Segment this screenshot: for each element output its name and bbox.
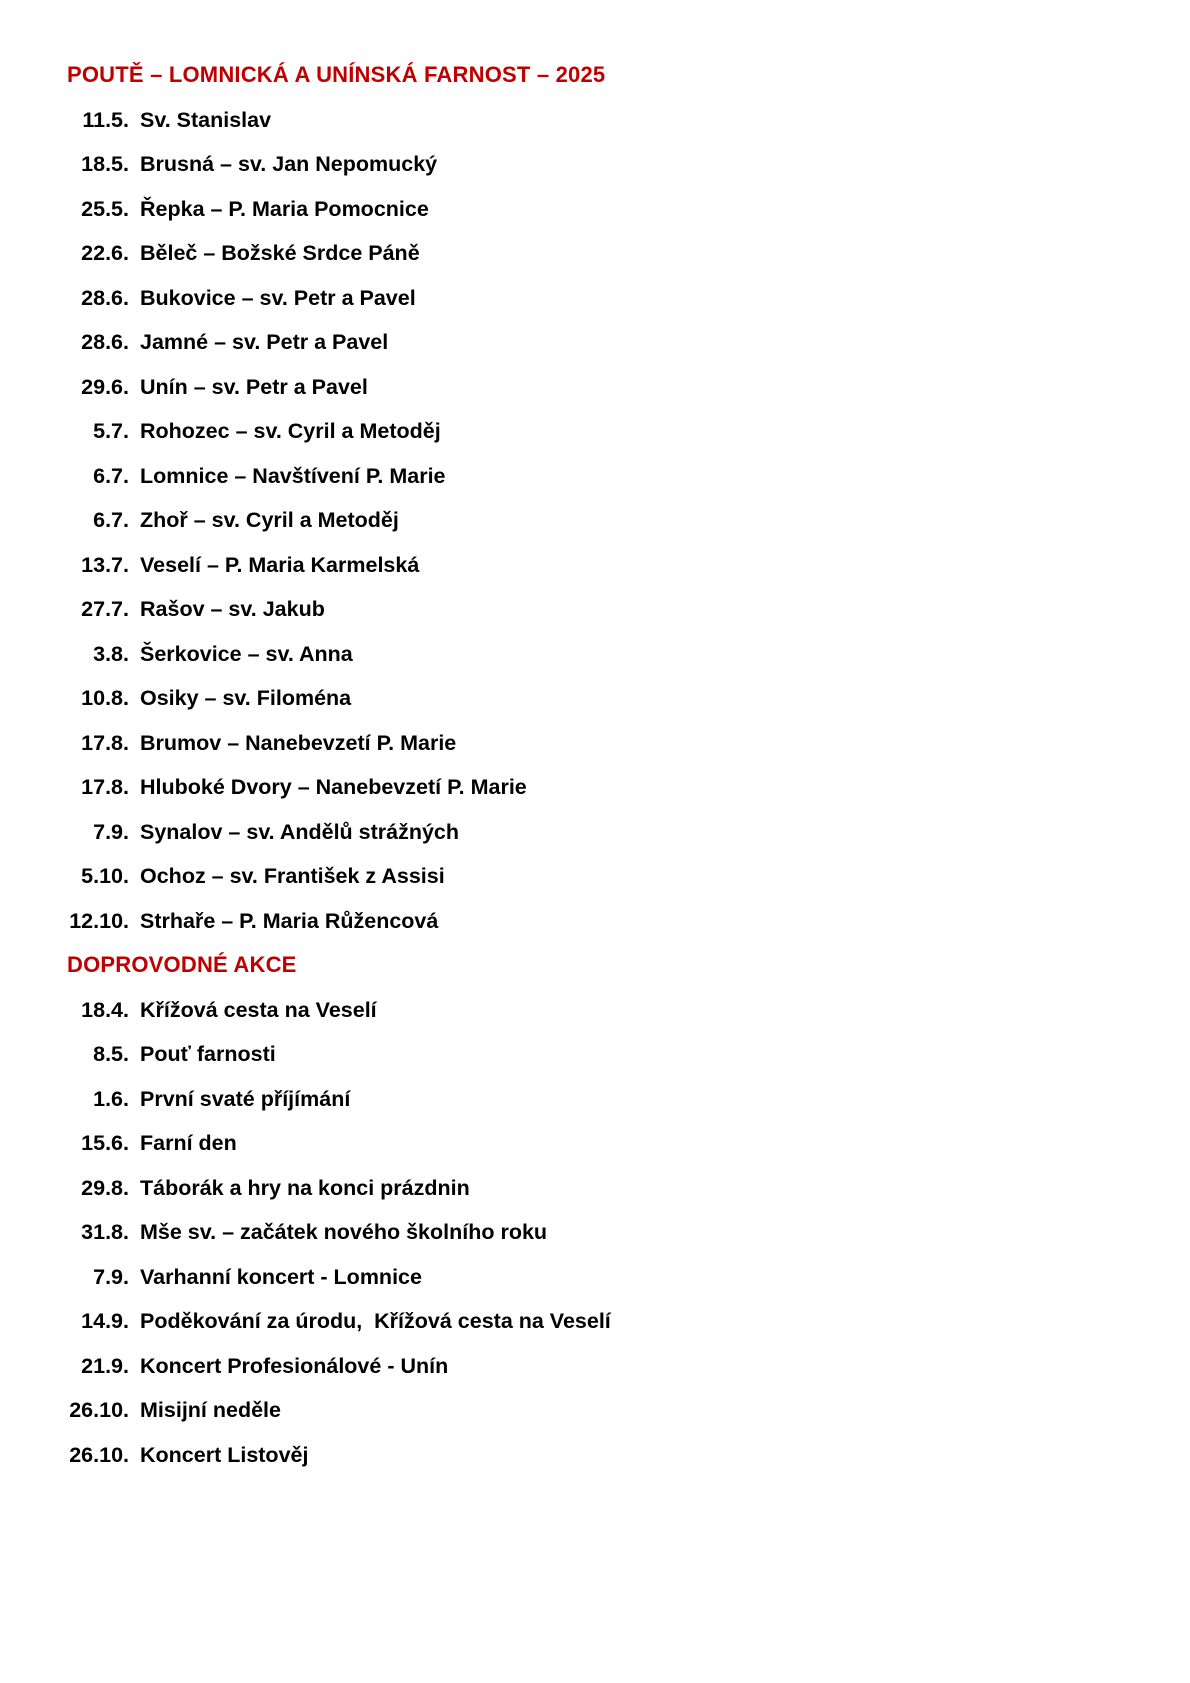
item-text: Jamné – sv. Petr a Pavel	[140, 330, 389, 354]
list-item	[67, 231, 1130, 276]
item-date: 11.5.	[82, 107, 129, 132]
item-date: 26.10.	[69, 1442, 129, 1467]
list-item	[67, 765, 1130, 810]
item-date: 3.8.	[93, 641, 129, 666]
item-date: 6.7.	[93, 508, 129, 532]
list-item	[67, 1344, 1130, 1389]
sections-container	[67, 53, 1130, 1477]
item-date: 1.6.	[93, 1086, 129, 1111]
item-text: Hluboké Dvory – Nanebevzetí P. Marie	[140, 775, 527, 799]
item-text: Koncert Listověj	[140, 1442, 309, 1467]
item-date: 18.5.	[81, 152, 129, 176]
item-text: Mše sv. – začátek nového školního roku	[140, 1220, 548, 1244]
list-item	[67, 676, 1130, 721]
item-date: 26.10.	[69, 1398, 129, 1422]
section-title: POUTĚ – LOMNICKÁ A UNÍNSKÁ FARNOST – 2025	[67, 62, 606, 87]
item-date: 21.9.	[81, 1353, 129, 1378]
list-item	[67, 409, 1130, 454]
item-text: Poděkování za úrodu, Křížová cesta na Veselí	[140, 1309, 611, 1333]
item-date: 6.7.	[93, 463, 129, 488]
item-date: 14.9.	[81, 1309, 129, 1333]
item-date: 5.10.	[81, 864, 129, 888]
item-text: První svaté příjímání	[140, 1086, 351, 1111]
list-item	[67, 721, 1130, 766]
schedule-section	[67, 53, 1130, 943]
item-date: 18.4.	[81, 997, 129, 1022]
schedule-section	[67, 943, 1130, 1477]
item-text: Ochoz – sv. František z Assisi	[140, 864, 445, 888]
list-item	[67, 454, 1130, 499]
item-text: Táborák a hry na konci prázdnin	[140, 1175, 470, 1200]
list-item	[67, 988, 1130, 1033]
item-text: Strhaře – P. Maria Růžencová	[140, 908, 439, 933]
item-date: 27.7.	[81, 597, 129, 621]
item-date: 10.8.	[81, 686, 129, 710]
item-date: 29.6.	[81, 374, 129, 399]
list-item	[67, 320, 1130, 365]
list-item	[67, 1299, 1130, 1344]
item-text: Řepka – P. Maria Pomocnice	[140, 196, 429, 221]
list-item	[67, 1433, 1130, 1478]
item-text: Běleč – Božské Srdce Páně	[140, 241, 420, 265]
item-text: Bukovice – sv. Petr a Pavel	[140, 285, 416, 310]
item-date: 5.7.	[93, 419, 129, 443]
list-item	[67, 1210, 1130, 1255]
item-date: 7.9.	[93, 819, 129, 844]
list-item	[67, 1255, 1130, 1300]
list-item	[67, 276, 1130, 321]
list-item	[67, 632, 1130, 677]
item-text: Zhoř – sv. Cyril a Metoděj	[140, 508, 399, 532]
list-item	[67, 810, 1130, 855]
item-text: Veselí – P. Maria Karmelská	[140, 552, 420, 577]
list-item	[67, 1388, 1130, 1433]
item-text: Synalov – sv. Andělů strážných	[140, 819, 460, 844]
list-item	[67, 187, 1130, 232]
item-date: 28.6.	[81, 285, 129, 310]
item-date: 31.8.	[81, 1220, 129, 1244]
item-date: 7.9.	[93, 1264, 129, 1289]
list-item	[67, 543, 1130, 588]
list-item	[67, 1121, 1130, 1166]
item-date: 13.7.	[81, 552, 129, 577]
list-item	[67, 587, 1130, 632]
section-title: DOPROVODNÉ AKCE	[67, 952, 297, 977]
item-text: Osiky – sv. Filoména	[140, 686, 352, 710]
item-text: Misijní neděle	[140, 1398, 281, 1422]
item-date: 15.6.	[81, 1131, 129, 1155]
item-text: Varhanní koncert - Lomnice	[140, 1264, 422, 1289]
item-text: Koncert Profesionálové - Unín	[140, 1353, 449, 1378]
item-text: Brusná – sv. Jan Nepomucký	[140, 152, 438, 176]
list-item	[67, 1032, 1130, 1077]
list-item	[67, 854, 1130, 899]
item-text: Šerkovice – sv. Anna	[140, 641, 353, 666]
item-text: Křížová cesta na Veselí	[140, 997, 377, 1022]
item-date: 25.5.	[81, 196, 129, 221]
item-text: Rašov – sv. Jakub	[140, 597, 325, 621]
list-item	[67, 899, 1130, 944]
item-text: Farní den	[140, 1131, 237, 1155]
section-items	[67, 98, 1130, 944]
item-text: Brumov – Nanebevzetí P. Marie	[140, 730, 457, 755]
item-date: 29.8.	[81, 1175, 129, 1200]
item-text: Rohozec – sv. Cyril a Metoděj	[140, 419, 441, 443]
item-text: Lomnice – Navštívení P. Marie	[140, 463, 446, 488]
item-date: 28.6.	[81, 330, 129, 354]
item-text: Unín – sv. Petr a Pavel	[140, 374, 368, 399]
item-date: 17.8.	[81, 730, 129, 755]
list-item	[67, 498, 1130, 543]
list-item	[67, 1077, 1130, 1122]
item-text: Pouť farnosti	[140, 1042, 276, 1066]
item-date: 17.8.	[81, 775, 129, 799]
item-date: 22.6.	[81, 241, 129, 265]
item-text: Sv. Stanislav	[140, 107, 272, 132]
list-item	[67, 1166, 1130, 1211]
list-item	[67, 142, 1130, 187]
item-date: 8.5.	[93, 1042, 129, 1066]
list-item	[67, 365, 1130, 410]
list-item	[67, 98, 1130, 143]
section-items	[67, 988, 1130, 1478]
item-date: 12.10.	[69, 908, 129, 933]
